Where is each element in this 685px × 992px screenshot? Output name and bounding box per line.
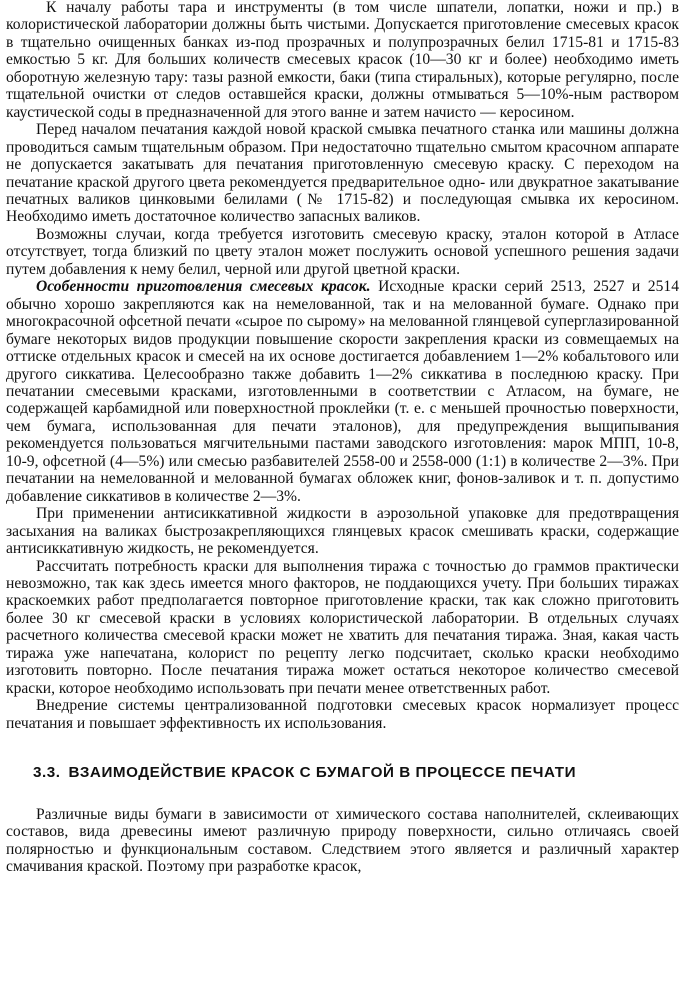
section-title: ВЗАИМОДЕЙСТВИЕ КРАСОК С БУМАГОЙ В ПРОЦЕССЕ ПЕЧАТИ — [68, 764, 577, 782]
section-heading — [6, 764, 679, 782]
paragraph-antisiccative: При применении антисиккативной жидкости в аэрозольной упаковке для предотвращения засыхания на валиках быстрозакрепляющихся глянцевых красок смешивать краски, содержащие антисиккативную жидкость, не рекомендуется. — [6, 505, 679, 558]
paragraph-containers-cleanliness: К началу работы тара и инструменты (в том числе шпатели, лопатки, ножи и пр.) в колористической лаборатории должны быть чистыми. Допускается приготовление смесевых красок в тщательно очищенных банках из-под прозрачных и полупрозрачных белил 1715-81 и 1715-83 емкостью 5 кг. Для больших количеств смесевых красок (10—30 кг и более) необходимо иметь оборотную железную тару: тазы разной емкости, баки (типа стиральных), которые регулярно, после тщательной очистки от следов оставшейся краски, должны отмываться 5—10%-ным раствором каустической соды в предназначенной для этого ванне и затем начисто — керосином. — [6, 0, 679, 121]
paragraph-mixing-features — [6, 278, 679, 505]
section-number: 3.3. — [33, 764, 61, 782]
document-page — [6, 0, 679, 876]
paragraph-mixing-features-text: Исходные краски серий 2513, 2527 и 2514 обычно хорошо закрепляются как на немелованной, так и на мелованной бумаге. Однако при многокрасочной офсетной печати «сырое по сырому» на мелованной глянцевой суперглазированной бумаге некоторых видов продукции повышение скорости закрепления краски из совмещаемых на оттиске отдельных красок и смесей на их основе достигается добавлением 1—2% кобальтового или другого сиккатива. Целесообразно также добавить 1—2% сиккатива в последнюю краску. При печатании смесевыми красками, изготовленными в соответствии с Атласом, на бумаге, не содержащей карбамидной или поверхностной проклейки (т. е. с меньшей прочностью поверхности, чем бумага, использованная для печати эталонов), для предупреждения выщипывания рекомендуется пользоваться мягчительными пастами заводского изготовления: марок МПП, 10-8, 10-9, офсетной (4—5%) или смесью разбавителей 2558-00 и 2558-000 (1:1) в количестве 2—3%. При печатании на немелованной и мелованной бумагах обложек книг, фонов-заливок и т. п. допустимо добавление сиккативов в количестве 2—3%. — [6, 278, 679, 505]
paragraph-ink-quantity: Рассчитать потребность краски для выполнения тиража с точностью до граммов практически невозможно, так как здесь имеется много факторов, не поддающихся учету. При больших тиражах краскоемких работ предполагается повторное приготовление краски, так как сложно приготовить более 30 кг смесевой краски в условиях колористической лаборатории. В отдельных случаях расчетного количества смесевой краски может не хватить для печатания тиража. Зная, какая часть тиража уже напечатана, колорист по рецепту легко подсчитает, сколько краски необходимо изготовить повторно. После печатания тиража может остаться некоторое количество смесевой краски, которое необходимо использовать при печати менее ответственных работ. — [6, 557, 679, 697]
paragraph-press-washing: Перед началом печатания каждой новой краской смывка печатного станка или машины должна проводиться самым тщательным образом. При недостаточно тщательно смытом красочном аппарате не допускается закатывать для печатания приготовленную смесевую краску. С переходом на печатание краской другого цвета рекомендуется предварительное одно- или двукратное закатывание печатных валиков цинковыми белилами (№ 1715-82) и последующая смывка их керосином. Необходимо иметь достаточное количество запасных валиков. — [6, 121, 679, 226]
paragraph-missing-standard: Возможны случаи, когда требуется изготовить смесевую краску, эталон которой в Атласе отсутствует, тогда близкий по цвету эталон может послужить основой успешного решения задачи путем добавления к нему белил, черной или другой цветной краски. — [6, 225, 679, 278]
paragraph-paper-types: Различные виды бумаги в зависимости от химического состава наполнителей, склеивающих составов, вида древесины имеют различную природу поверхности, сильно отличаясь своей полярностью и функциональным составом. Следствием этого является и различный характер смачивания краской. Поэтому при разработке красок, — [6, 806, 679, 876]
paragraph-centralized-preparation: Внедрение системы централизованной подготовки смесевых красок нормализует процесс печатания и повышает эффективность их использования. — [6, 697, 679, 732]
run-in-heading: Особенности приготовления смесевых красок. — [36, 278, 371, 296]
